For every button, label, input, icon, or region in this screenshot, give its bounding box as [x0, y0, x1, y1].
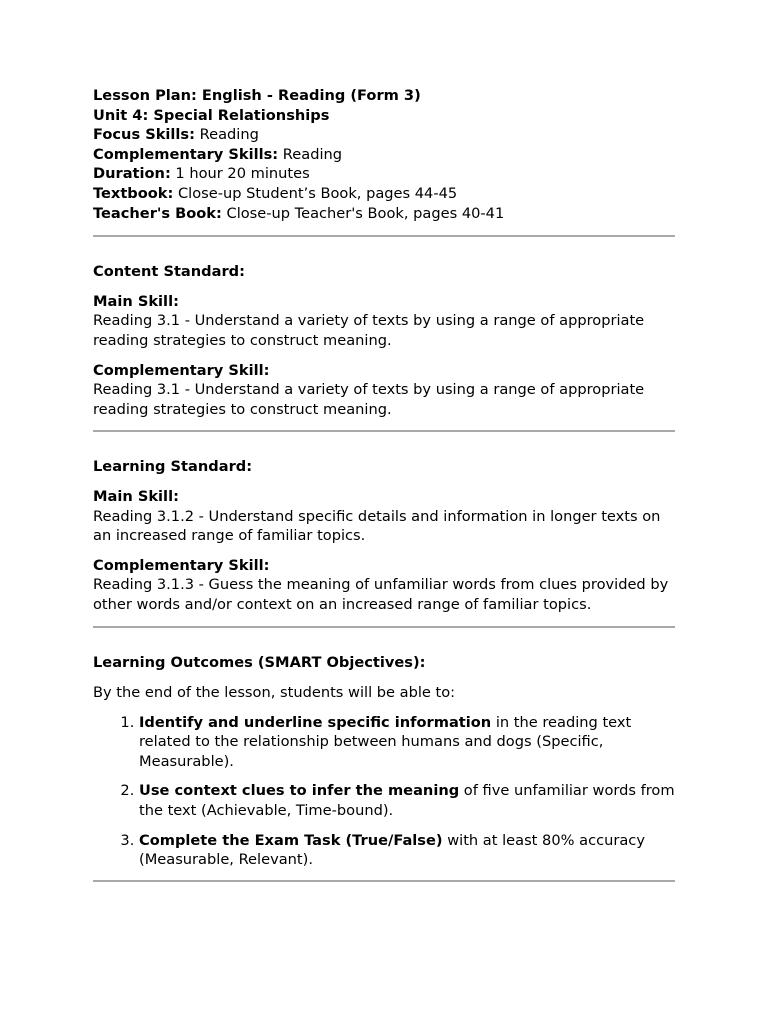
- header-block: [93, 86, 675, 223]
- lesson-plan-document: [93, 0, 675, 882]
- field-focus-skills: Focus Skills: Reading: [93, 126, 259, 144]
- field-duration: Duration: 1 hour 20 minutes: [93, 165, 310, 183]
- complementary-skill-text: Reading 3.1.3 - Guess the meaning of unfamiliar words from clues provided by other words and/or context on an increased range of familiar topics.: [93, 576, 669, 613]
- divider: [93, 626, 675, 628]
- main-skill-text: Reading 3.1.2 - Understand specific details and information in longer texts on an increased range of familiar topics.: [93, 507, 661, 545]
- complementary-skill-text: Reading 3.1 - Understand a variety of texts by using a range of appropriate reading strategies to construct meaning.: [93, 381, 645, 418]
- main-skill-label: Main Skill:: [93, 292, 179, 310]
- divider: [93, 880, 675, 882]
- lesson-plan-title: Lesson Plan: English - Reading (Form 3): [93, 87, 421, 104]
- field-complementary-skills: Complementary Skills: Reading: [93, 145, 343, 163]
- complementary-skill-label: Complementary Skill:: [93, 556, 270, 574]
- section-title: Content Standard:: [93, 263, 245, 281]
- main-skill-text: Reading 3.1 - Understand a variety of texts by using a range of appropriate reading strategies to construct meaning.: [93, 312, 645, 349]
- main-skill-label: Main Skill:: [93, 487, 179, 505]
- unit-title: Unit 4: Special Relationships: [93, 106, 330, 124]
- divider: [93, 430, 675, 432]
- field-textbook: Textbook: Close-up Student’s Book, pages 44-45: [93, 184, 458, 202]
- learning-outcomes-section: [93, 653, 675, 869]
- content-standard-section: [93, 262, 675, 419]
- outcomes-intro: By the end of the lesson, students will be able to:: [93, 684, 456, 702]
- outcome-item: 2. Use context clues to infer the meaning of five unfamiliar words from the text (Achievable, Time-bound).: [139, 781, 675, 820]
- field-teachers-book: Teacher's Book: Close-up Teacher's Book, pages 40-41: [93, 204, 505, 222]
- complementary-skill-label: Complementary Skill:: [93, 361, 270, 379]
- outcome-item: 1. Identify and underline specific information in the reading text related to the relationship between humans and dogs (Specific, Measurable).: [139, 713, 675, 772]
- outcome-item: 3. Complete the Exam Task (True/False) with at least 80% accuracy (Measurable, Relevant).: [139, 831, 675, 870]
- learning-standard-section: [93, 457, 675, 614]
- section-title: Learning Standard:: [93, 458, 253, 476]
- divider: [93, 235, 675, 237]
- section-title: Learning Outcomes (SMART Objectives):: [93, 654, 426, 672]
- outcomes-list: [93, 713, 675, 870]
